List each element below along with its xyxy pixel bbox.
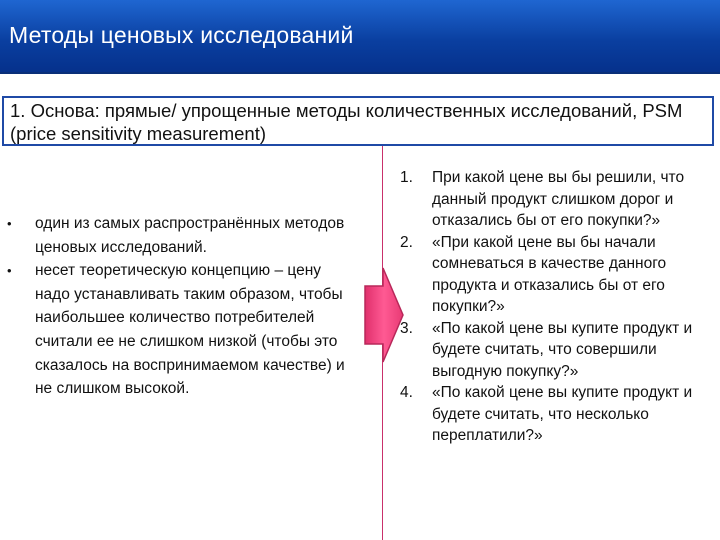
question-item (398, 382, 716, 447)
title-bar (0, 0, 720, 74)
question-number: 4. (400, 384, 413, 401)
description-list (0, 212, 360, 401)
subtitle-box (2, 96, 714, 146)
question-item (398, 167, 716, 232)
bullet-icon: • (7, 263, 12, 279)
bullet-icon: • (7, 216, 12, 231)
question-text: «По какой цене вы купите продукт и будете считать, что совершили выгодную покупку?» (432, 319, 693, 380)
question-number: 3. (400, 319, 413, 337)
description-text: несет теоретическую концепцию – цену надо устанавливать таким образом, чтобы наибольшее количество потребителей считали ее не слишком низкой (чтобы это сказалось на воспринимаемом качестве) и не слишком высокой. (35, 262, 345, 398)
question-number: 1. (400, 169, 413, 186)
question-text: При какой цене вы бы решили, что данный продукт слишком дорог и отказались бы от его покупки?» (432, 169, 685, 229)
question-text: «При какой цене вы бы начали сомневаться в качестве данного продукта и отказались бы от его покупки?» (432, 233, 667, 315)
description-item (0, 212, 355, 259)
description-item (0, 259, 355, 401)
slide-title: Методы ценовых исследований (9, 22, 354, 48)
subtitle-text: 1. Основа: прямые/ упрощенные методы количественных исследований, PSM (price sensitivity measurement) (10, 100, 683, 144)
description-text: один из самых распространённых методов ценовых исследований. (35, 215, 345, 256)
question-item (398, 232, 716, 318)
question-item (398, 318, 716, 383)
question-list (398, 167, 716, 447)
question-number: 2. (400, 233, 413, 251)
question-text: «По какой цене вы купите продукт и будете считать, что несколько переплатили?» (432, 384, 693, 444)
